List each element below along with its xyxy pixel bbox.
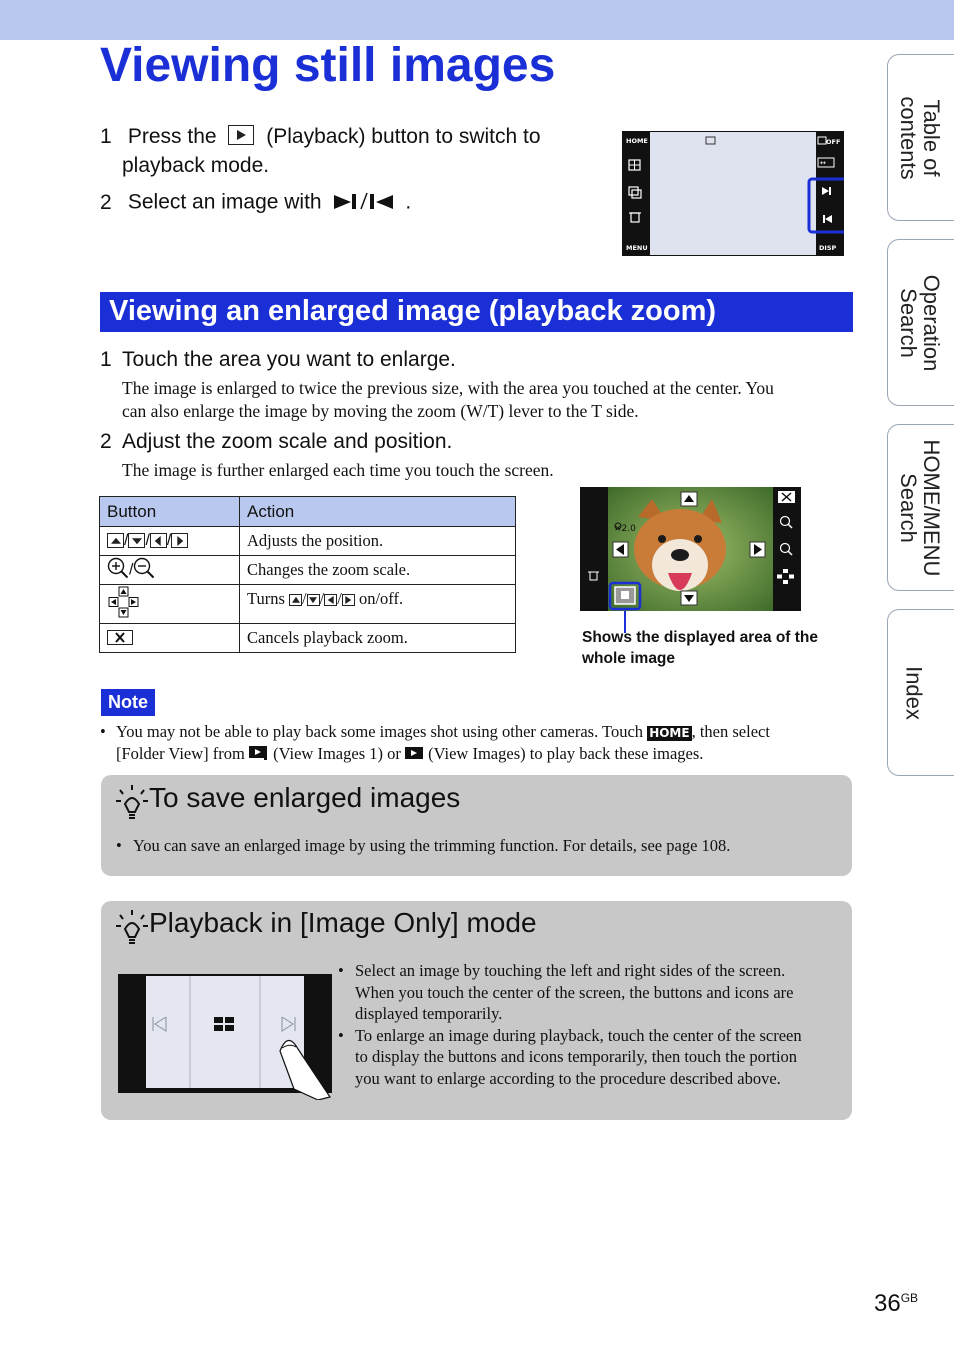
hint2-bullet-2: • To enlarge an image during playback, touch the center of the screen — [338, 1025, 802, 1045]
hint-bulb-icon — [115, 783, 149, 821]
zoom-out-icon — [133, 557, 155, 584]
tab-label: Index — [901, 665, 927, 720]
tab-index[interactable] — [887, 609, 954, 776]
hint-bulb-icon — [115, 908, 149, 946]
hint-save-enlarged — [101, 775, 852, 876]
note-bullet-line-2: [Folder View] from (View Images 1) or (View Images) to play back these images. — [116, 743, 703, 766]
section-heading-playback-zoom: Viewing an enlarged image (playback zoom) — [100, 292, 853, 332]
up-arrow-icon — [107, 533, 124, 548]
table-row — [100, 624, 516, 653]
svg-text:↔: ↔ — [820, 159, 826, 167]
hint-title: To save enlarged images — [149, 782, 461, 813]
bullet-dot: • — [100, 722, 106, 741]
hint2-bullet-1: • Select an image by touching the left and right sides of the screen. — [338, 961, 786, 980]
zoom-screen-caption: Shows the displayed area of the whole image — [582, 629, 819, 667]
tab-operation-search[interactable] — [887, 239, 954, 406]
image-only-bullets — [338, 960, 802, 1089]
zoom-step-2: 2 Adjust the zoom scale and position. — [100, 430, 453, 453]
svg-text:×2.0: ×2.0 — [614, 524, 636, 534]
bullet-dot: • — [338, 961, 344, 980]
up-arrow-icon — [289, 594, 302, 606]
note-label: Note — [101, 689, 155, 716]
table-header-button: Button — [100, 497, 240, 527]
zoom-step-2-body: The image is further enlarged each time you touch the screen. — [122, 460, 554, 480]
note-bullet-line-1: • You may not be able to play back some images shot using other cameras. Touch HOME , then select — [100, 722, 770, 741]
down-arrow-icon — [128, 533, 145, 548]
hint-image-only-mode — [101, 901, 852, 1120]
left-arrow-icon — [150, 533, 167, 548]
table-row — [100, 527, 516, 556]
hint2-bullet-2-cont: you want to enlarge according to the procedure described above. — [355, 1068, 781, 1088]
svg-text:DISP: DISP — [819, 244, 837, 252]
table-row — [100, 556, 516, 585]
hint-title: Playback in [Image Only] mode — [149, 907, 537, 938]
button-action-table — [99, 496, 516, 653]
close-icon-cell — [100, 624, 240, 653]
table-header-action: Action — [240, 497, 516, 527]
table-cell-action: Changes the zoom scale. — [240, 556, 516, 585]
bullet-dot: • — [338, 1025, 344, 1045]
bullet-dot: • — [116, 836, 122, 855]
table-cell-action: Cancels playback zoom. — [240, 624, 516, 653]
table-cell-action: Adjusts the position. — [240, 527, 516, 556]
zoom-step-1: 1 Touch the area you want to enlarge. — [100, 348, 456, 371]
zoom-icons: / — [100, 556, 240, 585]
right-arrow-icon — [171, 533, 188, 548]
step-1: 1 Press the (Playback) button to switch to — [100, 125, 541, 148]
right-arrow-icon — [342, 594, 355, 606]
svg-text:MENU: MENU — [626, 244, 648, 252]
table-header-row — [100, 497, 516, 527]
close-icon — [107, 630, 133, 645]
playback-screen-illustration — [622, 131, 844, 256]
page-number: $36^{GB}$ — [874, 1290, 919, 1317]
cross-arrows-icon — [100, 585, 240, 624]
tab-label: HOME/MENU Search — [896, 439, 944, 576]
svg-text:OFF: OFF — [826, 138, 841, 146]
left-arrow-icon — [324, 594, 337, 606]
hint2-bullet-1-cont: When you touch the center of the screen, the buttons and icons are — [355, 982, 794, 1002]
tab-table-of-contents[interactable] — [887, 54, 954, 221]
zoom-step-1-body: The image is enlarged to twice the previous size, with the area you touched at the center. You can also enlarge the image by moving the zoom (W/T) lever to the T side. — [122, 378, 774, 421]
svg-text:HOME: HOME — [626, 137, 648, 145]
playback-icon — [228, 125, 254, 145]
view-images-icon — [405, 744, 424, 766]
tab-label: Table of contents — [896, 95, 944, 180]
view-images-1-icon — [249, 744, 269, 766]
tab-home-menu-search[interactable] — [887, 424, 954, 591]
zoom-screen-illustration — [580, 487, 801, 611]
step-1-cont: playback mode. — [122, 154, 270, 177]
zoom-in-icon — [107, 557, 129, 584]
image-only-screen-illustration — [118, 973, 338, 1100]
header-band — [0, 0, 954, 40]
table-row — [100, 585, 516, 624]
down-arrow-icon — [307, 594, 320, 606]
hint2-bullet-1-cont: displayed temporarily. — [355, 1004, 503, 1023]
page-title: Viewing still images — [100, 39, 556, 92]
step-2: 2 Select an image with . — [100, 189, 411, 217]
next-prev-icon — [331, 189, 399, 217]
hint2-bullet-2-cont: to display the buttons and icons temporarily, then touch the portion — [355, 1047, 798, 1066]
hint-bullet: • You can save an enlarged image by using the trimming function. For details, see page 108. — [116, 836, 731, 855]
tab-label: Operation Search — [896, 274, 944, 371]
position-arrows-icons: / / / — [100, 527, 240, 556]
table-cell-action: Turns / / / on/off. — [240, 585, 516, 624]
home-icon: HOME — [649, 725, 690, 740]
